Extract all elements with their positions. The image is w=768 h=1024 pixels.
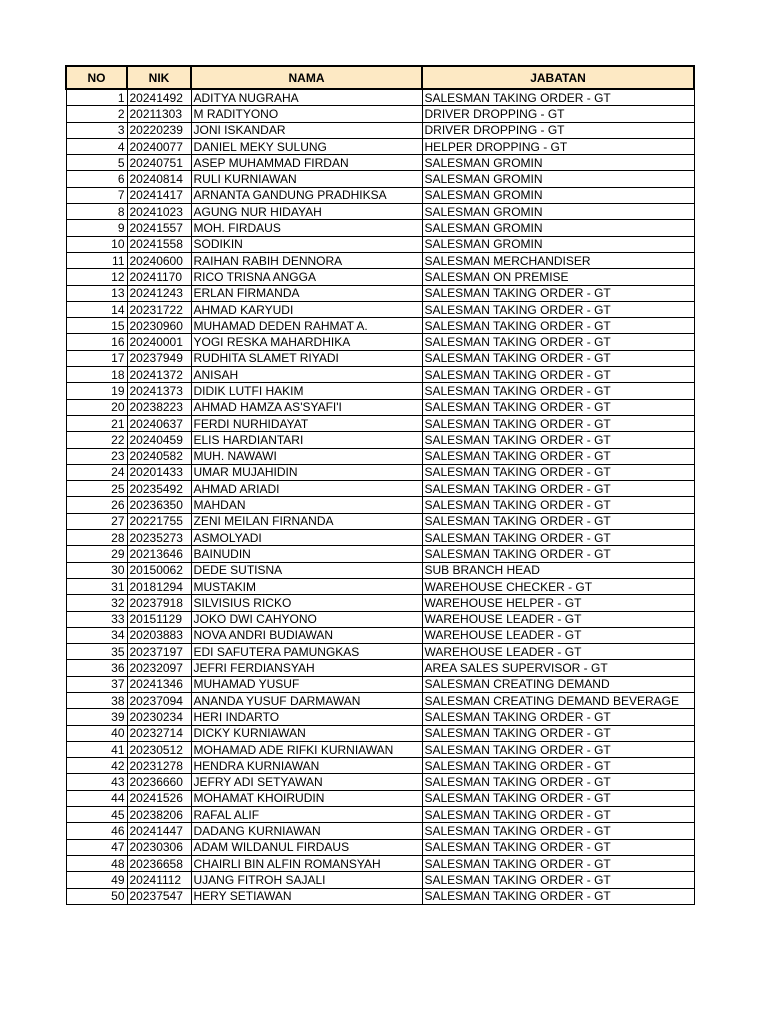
cell-jabatan: SALESMAN GROMIN <box>422 236 694 252</box>
cell-nik: 20241170 <box>127 269 191 285</box>
cell-nama: JEFRY ADI SETYAWAN <box>191 774 422 790</box>
cell-nama: HENDRA KURNIAWAN <box>191 758 422 774</box>
cell-jabatan: SALESMAN TAKING ORDER - GT <box>422 888 694 904</box>
table-row <box>66 578 694 594</box>
table-row <box>66 318 694 334</box>
cell-nik: 20230512 <box>127 741 191 757</box>
cell-nik: 20237547 <box>127 888 191 904</box>
cell-nik: 20231278 <box>127 758 191 774</box>
cell-nama: SILVISIUS RICKO <box>191 595 422 611</box>
cell-jabatan: WAREHOUSE LEADER - GT <box>422 627 694 643</box>
cell-nik: 20232714 <box>127 725 191 741</box>
cell-nama: ADITYA NUGRAHA <box>191 89 422 106</box>
cell-no: 20 <box>66 399 127 415</box>
table-row <box>66 758 694 774</box>
cell-no: 22 <box>66 432 127 448</box>
table-header-row <box>66 66 694 89</box>
cell-jabatan: SALESMAN TAKING ORDER - GT <box>422 350 694 366</box>
table-row <box>66 138 694 154</box>
table-row <box>66 725 694 741</box>
cell-no: 18 <box>66 367 127 383</box>
cell-nama: SODIKIN <box>191 236 422 252</box>
cell-jabatan: SALESMAN TAKING ORDER - GT <box>422 432 694 448</box>
cell-jabatan: SALESMAN TAKING ORDER - GT <box>422 89 694 106</box>
table-row <box>66 562 694 578</box>
cell-nik: 20235492 <box>127 481 191 497</box>
table-row <box>66 415 694 431</box>
cell-nik: 20240751 <box>127 155 191 171</box>
table-row <box>66 513 694 529</box>
cell-no: 21 <box>66 415 127 431</box>
table-row <box>66 546 694 562</box>
cell-nama: HERY SETIAWAN <box>191 888 422 904</box>
cell-no: 33 <box>66 611 127 627</box>
table-row <box>66 334 694 350</box>
cell-jabatan: SALESMAN TAKING ORDER - GT <box>422 285 694 301</box>
cell-nama: MAHDAN <box>191 497 422 513</box>
cell-nik: 20237197 <box>127 644 191 660</box>
cell-nama: MUH. NAWAWI <box>191 448 422 464</box>
cell-nik: 20211303 <box>127 106 191 122</box>
cell-no: 17 <box>66 350 127 366</box>
cell-no: 19 <box>66 383 127 399</box>
cell-nik: 20241526 <box>127 790 191 806</box>
table-row <box>66 252 694 268</box>
table-row <box>66 89 694 106</box>
cell-no: 10 <box>66 236 127 252</box>
cell-nama: ARNANTA GANDUNG PRADHIKSA <box>191 187 422 203</box>
table-row <box>66 106 694 122</box>
cell-nik: 20230960 <box>127 318 191 334</box>
cell-no: 14 <box>66 301 127 317</box>
cell-jabatan: SALESMAN GROMIN <box>422 171 694 187</box>
cell-nama: FERDI NURHIDAYAT <box>191 415 422 431</box>
table-row <box>66 790 694 806</box>
cell-jabatan: SALESMAN TAKING ORDER - GT <box>422 807 694 823</box>
cell-jabatan: SALESMAN TAKING ORDER - GT <box>422 709 694 725</box>
cell-nama: ANANDA YUSUF DARMAWAN <box>191 692 422 708</box>
table-row <box>66 823 694 839</box>
cell-no: 11 <box>66 252 127 268</box>
cell-nik: 20150062 <box>127 562 191 578</box>
cell-no: 49 <box>66 872 127 888</box>
cell-nik: 20151129 <box>127 611 191 627</box>
cell-jabatan: SALESMAN GROMIN <box>422 220 694 236</box>
table-row <box>66 220 694 236</box>
cell-nik: 20238206 <box>127 807 191 823</box>
cell-nama: JONI ISKANDAR <box>191 122 422 138</box>
cell-nama: ANISAH <box>191 367 422 383</box>
cell-jabatan: AREA SALES SUPERVISOR - GT <box>422 660 694 676</box>
table-row <box>66 399 694 415</box>
cell-no: 42 <box>66 758 127 774</box>
cell-nik: 20240814 <box>127 171 191 187</box>
table-row <box>66 236 694 252</box>
cell-jabatan: SALESMAN GROMIN <box>422 187 694 203</box>
cell-nama: UJANG FITROH SAJALI <box>191 872 422 888</box>
cell-no: 6 <box>66 171 127 187</box>
header-no: NO <box>66 66 127 89</box>
cell-jabatan: SALESMAN TAKING ORDER - GT <box>422 448 694 464</box>
cell-nik: 20232097 <box>127 660 191 676</box>
cell-jabatan: HELPER DROPPING - GT <box>422 138 694 154</box>
cell-jabatan: SALESMAN TAKING ORDER - GT <box>422 301 694 317</box>
cell-jabatan: SALESMAN TAKING ORDER - GT <box>422 399 694 415</box>
header-nama: NAMA <box>191 66 422 89</box>
cell-nama: CHAIRLI BIN ALFIN ROMANSYAH <box>191 855 422 871</box>
cell-no: 44 <box>66 790 127 806</box>
cell-no: 26 <box>66 497 127 513</box>
cell-jabatan: SALESMAN CREATING DEMAND <box>422 676 694 692</box>
table-row <box>66 122 694 138</box>
cell-no: 43 <box>66 774 127 790</box>
table-row <box>66 481 694 497</box>
cell-nik: 20240459 <box>127 432 191 448</box>
cell-nik: 20241023 <box>127 204 191 220</box>
cell-nik: 20241558 <box>127 236 191 252</box>
cell-jabatan: SALESMAN TAKING ORDER - GT <box>422 497 694 513</box>
cell-nik: 20241112 <box>127 872 191 888</box>
cell-nama: ASMOLYADI <box>191 530 422 546</box>
cell-jabatan: SALESMAN TAKING ORDER - GT <box>422 464 694 480</box>
cell-no: 47 <box>66 839 127 855</box>
cell-nik: 20241372 <box>127 367 191 383</box>
cell-no: 16 <box>66 334 127 350</box>
cell-no: 48 <box>66 855 127 871</box>
cell-nik: 20240001 <box>127 334 191 350</box>
cell-nama: UMAR MUJAHIDIN <box>191 464 422 480</box>
cell-no: 28 <box>66 530 127 546</box>
cell-nama: AHMAD HAMZA AS'SYAFI'I <box>191 399 422 415</box>
cell-nama: ZENI MEILAN FIRNANDA <box>191 513 422 529</box>
table-row <box>66 627 694 643</box>
cell-nik: 20231722 <box>127 301 191 317</box>
cell-nik: 20181294 <box>127 578 191 594</box>
cell-jabatan: SALESMAN GROMIN <box>422 204 694 220</box>
cell-no: 36 <box>66 660 127 676</box>
cell-jabatan: SALESMAN TAKING ORDER - GT <box>422 367 694 383</box>
cell-nik: 20241243 <box>127 285 191 301</box>
cell-nik: 20235273 <box>127 530 191 546</box>
cell-jabatan: SALESMAN TAKING ORDER - GT <box>422 415 694 431</box>
cell-nama: MOHAMAD ADE RIFKI KURNIAWAN <box>191 741 422 757</box>
cell-no: 2 <box>66 106 127 122</box>
cell-no: 13 <box>66 285 127 301</box>
cell-jabatan: SALESMAN TAKING ORDER - GT <box>422 758 694 774</box>
employee-table <box>65 65 695 905</box>
cell-jabatan: WAREHOUSE LEADER - GT <box>422 644 694 660</box>
cell-jabatan: SALESMAN TAKING ORDER - GT <box>422 823 694 839</box>
table-row <box>66 464 694 480</box>
cell-nama: RAIHAN RABIH DENNORA <box>191 252 422 268</box>
cell-jabatan: SALESMAN TAKING ORDER - GT <box>422 334 694 350</box>
cell-no: 3 <box>66 122 127 138</box>
cell-no: 8 <box>66 204 127 220</box>
cell-nama: MOHAMAT KHOIRUDIN <box>191 790 422 806</box>
cell-no: 45 <box>66 807 127 823</box>
cell-nama: DICKY KURNIAWAN <box>191 725 422 741</box>
table-row <box>66 285 694 301</box>
cell-nik: 20241346 <box>127 676 191 692</box>
cell-jabatan: SALESMAN TAKING ORDER - GT <box>422 318 694 334</box>
cell-jabatan: SALESMAN TAKING ORDER - GT <box>422 513 694 529</box>
table-row <box>66 171 694 187</box>
table-row <box>66 741 694 757</box>
cell-no: 24 <box>66 464 127 480</box>
cell-no: 12 <box>66 269 127 285</box>
cell-no: 35 <box>66 644 127 660</box>
table-body <box>66 89 694 904</box>
cell-nik: 20230234 <box>127 709 191 725</box>
cell-nik: 20237949 <box>127 350 191 366</box>
cell-no: 1 <box>66 89 127 106</box>
cell-nama: MUHAMAD YUSUF <box>191 676 422 692</box>
cell-jabatan: SALESMAN TAKING ORDER - GT <box>422 546 694 562</box>
cell-no: 41 <box>66 741 127 757</box>
cell-nama: BAINUDIN <box>191 546 422 562</box>
table-row <box>66 595 694 611</box>
table-row <box>66 855 694 871</box>
cell-nik: 20237094 <box>127 692 191 708</box>
cell-nik: 20236660 <box>127 774 191 790</box>
cell-nik: 20237918 <box>127 595 191 611</box>
cell-nama: DADANG KURNIAWAN <box>191 823 422 839</box>
cell-nama: NOVA ANDRI BUDIAWAN <box>191 627 422 643</box>
cell-no: 31 <box>66 578 127 594</box>
cell-nik: 20241373 <box>127 383 191 399</box>
cell-jabatan: SALESMAN MERCHANDISER <box>422 252 694 268</box>
cell-nama: AGUNG NUR HIDAYAH <box>191 204 422 220</box>
cell-jabatan: SALESMAN ON PREMISE <box>422 269 694 285</box>
cell-nama: RUDHITA SLAMET RIYADI <box>191 350 422 366</box>
cell-nama: ERLAN FIRMANDA <box>191 285 422 301</box>
cell-jabatan: WAREHOUSE HELPER - GT <box>422 595 694 611</box>
cell-nik: 20236350 <box>127 497 191 513</box>
cell-nik: 20230306 <box>127 839 191 855</box>
table-row <box>66 692 694 708</box>
cell-nama: ASEP MUHAMMAD FIRDAN <box>191 155 422 171</box>
cell-nama: MUSTAKIM <box>191 578 422 594</box>
cell-jabatan: DRIVER DROPPING - GT <box>422 106 694 122</box>
table-row <box>66 383 694 399</box>
cell-nama: RAFAL ALIF <box>191 807 422 823</box>
table-row <box>66 807 694 823</box>
cell-nama: JEFRI FERDIANSYAH <box>191 660 422 676</box>
cell-nik: 20241557 <box>127 220 191 236</box>
cell-nik: 20213646 <box>127 546 191 562</box>
cell-no: 46 <box>66 823 127 839</box>
table-row <box>66 530 694 546</box>
table-row <box>66 676 694 692</box>
cell-jabatan: SALESMAN TAKING ORDER - GT <box>422 774 694 790</box>
cell-jabatan: WAREHOUSE CHECKER - GT <box>422 578 694 594</box>
table-row <box>66 269 694 285</box>
cell-jabatan: DRIVER DROPPING - GT <box>422 122 694 138</box>
cell-nik: 20238223 <box>127 399 191 415</box>
table-row <box>66 432 694 448</box>
cell-jabatan: SALESMAN TAKING ORDER - GT <box>422 530 694 546</box>
cell-nama: DEDE SUTISNA <box>191 562 422 578</box>
cell-jabatan: SALESMAN TAKING ORDER - GT <box>422 741 694 757</box>
cell-jabatan: SALESMAN GROMIN <box>422 155 694 171</box>
cell-no: 50 <box>66 888 127 904</box>
cell-jabatan: SALESMAN TAKING ORDER - GT <box>422 839 694 855</box>
table-row <box>66 187 694 203</box>
cell-no: 9 <box>66 220 127 236</box>
cell-no: 34 <box>66 627 127 643</box>
table-row <box>66 660 694 676</box>
cell-nama: EDI SAFUTERA PAMUNGKAS <box>191 644 422 660</box>
table-row <box>66 367 694 383</box>
table-row <box>66 611 694 627</box>
table-row <box>66 839 694 855</box>
cell-nik: 20240600 <box>127 252 191 268</box>
cell-nama: AHMAD ARIADI <box>191 481 422 497</box>
cell-no: 30 <box>66 562 127 578</box>
cell-no: 32 <box>66 595 127 611</box>
cell-nama: DANIEL MEKY SULUNG <box>191 138 422 154</box>
cell-no: 15 <box>66 318 127 334</box>
cell-nama: MUHAMAD DEDEN RAHMAT A. <box>191 318 422 334</box>
cell-nama: DIDIK LUTFI HAKIM <box>191 383 422 399</box>
cell-nama: ADAM WILDANUL FIRDAUS <box>191 839 422 855</box>
cell-no: 7 <box>66 187 127 203</box>
table-row <box>66 644 694 660</box>
cell-nama: M RADITYONO <box>191 106 422 122</box>
header-nik: NIK <box>127 66 191 89</box>
table-row <box>66 709 694 725</box>
cell-nik: 20236658 <box>127 855 191 871</box>
cell-no: 27 <box>66 513 127 529</box>
cell-jabatan: SALESMAN TAKING ORDER - GT <box>422 855 694 871</box>
table-row <box>66 350 694 366</box>
table-row <box>66 774 694 790</box>
cell-nik: 20240637 <box>127 415 191 431</box>
cell-nik: 20201433 <box>127 464 191 480</box>
cell-jabatan: SALESMAN TAKING ORDER - GT <box>422 790 694 806</box>
table-row <box>66 301 694 317</box>
cell-nama: RICO TRISNA ANGGA <box>191 269 422 285</box>
cell-jabatan: SALESMAN TAKING ORDER - GT <box>422 872 694 888</box>
table-row <box>66 155 694 171</box>
cell-nik: 20241447 <box>127 823 191 839</box>
cell-nik: 20203883 <box>127 627 191 643</box>
table-row <box>66 204 694 220</box>
cell-nama: RULI KURNIAWAN <box>191 171 422 187</box>
cell-nik: 20240582 <box>127 448 191 464</box>
table-row <box>66 872 694 888</box>
cell-no: 39 <box>66 709 127 725</box>
cell-no: 29 <box>66 546 127 562</box>
cell-no: 40 <box>66 725 127 741</box>
cell-no: 38 <box>66 692 127 708</box>
header-jabatan: JABATAN <box>422 66 694 89</box>
cell-nik: 20240077 <box>127 138 191 154</box>
table-row <box>66 448 694 464</box>
cell-no: 25 <box>66 481 127 497</box>
cell-nama: YOGI RESKA MAHARDHIKA <box>191 334 422 350</box>
cell-nik: 20241492 <box>127 89 191 106</box>
table-row <box>66 888 694 904</box>
cell-nik: 20221755 <box>127 513 191 529</box>
cell-nama: MOH. FIRDAUS <box>191 220 422 236</box>
cell-nik: 20220239 <box>127 122 191 138</box>
cell-nik: 20241417 <box>127 187 191 203</box>
cell-jabatan: SALESMAN CREATING DEMAND BEVERAGE <box>422 692 694 708</box>
cell-jabatan: SALESMAN TAKING ORDER - GT <box>422 383 694 399</box>
cell-jabatan: SALESMAN TAKING ORDER - GT <box>422 481 694 497</box>
cell-no: 4 <box>66 138 127 154</box>
cell-nama: ELIS HARDIANTARI <box>191 432 422 448</box>
cell-jabatan: SALESMAN TAKING ORDER - GT <box>422 725 694 741</box>
cell-jabatan: SUB BRANCH HEAD <box>422 562 694 578</box>
cell-nama: HERI INDARTO <box>191 709 422 725</box>
cell-no: 37 <box>66 676 127 692</box>
cell-no: 5 <box>66 155 127 171</box>
table-row <box>66 497 694 513</box>
cell-nama: AHMAD KARYUDI <box>191 301 422 317</box>
cell-no: 23 <box>66 448 127 464</box>
cell-jabatan: WAREHOUSE LEADER - GT <box>422 611 694 627</box>
cell-nama: JOKO DWI CAHYONO <box>191 611 422 627</box>
